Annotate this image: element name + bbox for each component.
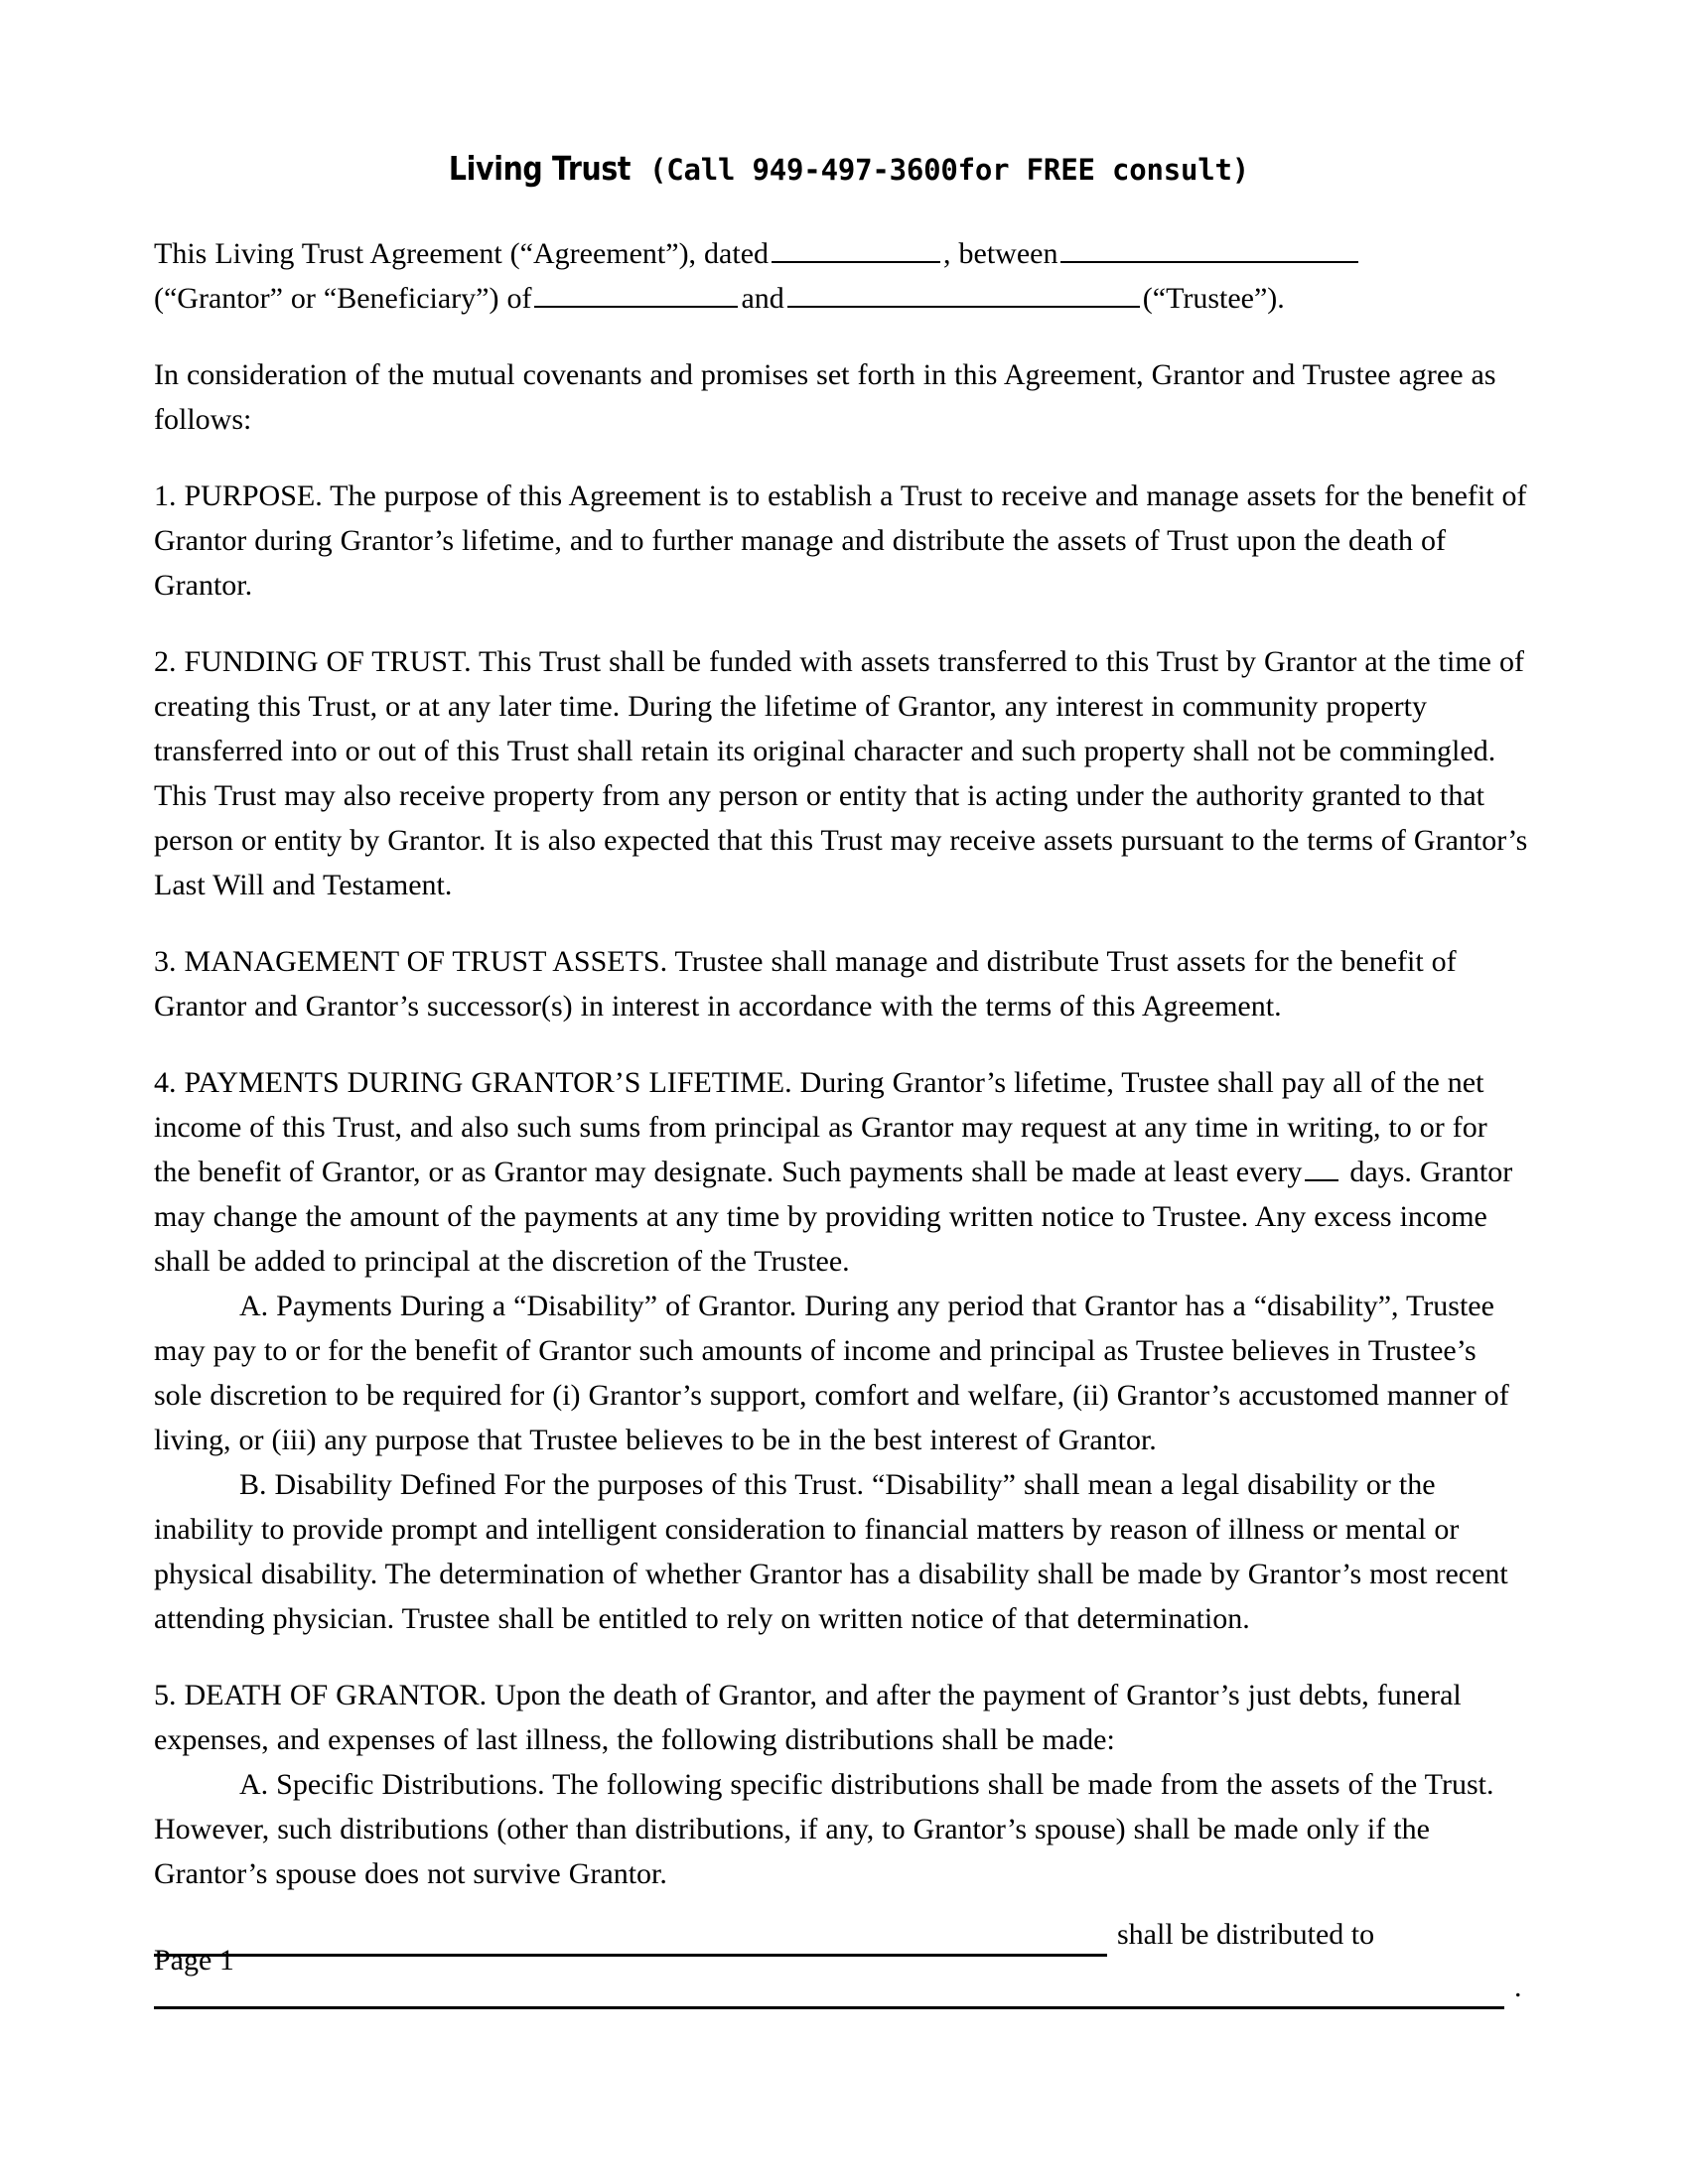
page-number-footer: Page 1 [154, 1944, 234, 1977]
header-line2-text-c: (“Trustee”). [1142, 282, 1285, 315]
document-title [154, 149, 1529, 188]
document-title-main: Living Trust [448, 149, 632, 188]
header-line2-text-b: and [741, 282, 784, 315]
section-3-management-of-trust-assets: 3. MANAGEMENT OF TRUST ASSETS. Trustee shall manage and distribute Trust assets for the benefit of Grantor and Grantor’s successor(s) in interest in accordance with the terms of this Agreement. [154, 945, 1457, 1023]
agreement-header-line-2 [154, 276, 1529, 321]
spacer [154, 1957, 1529, 1965]
section-1-purpose: 1. PURPOSE. The purpose of this Agreement is to establish a Trust to receive and manage assets for the benefit of Grantor during Grantor’s lifetime, and to further manage and distribute the assets of Trust upon the death of Grantor. [154, 479, 1527, 602]
recital-paragraph: In consideration of the mutual covenants and promises set forth in this Agreement, Grantor and Trustee agree as follows: [154, 358, 1496, 436]
spacer [154, 1896, 1529, 1912]
section-4-subsection-a-disability-payments: A. Payments During a “Disability” of Grantor. During any period that Grantor has a “disability”, Trustee may pay to or for the benefit of Grantor such amounts of income and principal as Trustee believes in Trustee’s sole discretion to be required for (i) Grantor’s support, comfort and welfare, (ii) Grantor’s accustomed manner of living, or (iii) any purpose that Trustee believes to be in the best interest of Grantor. [154, 1290, 1509, 1456]
date-blank-field[interactable] [772, 233, 940, 263]
trustee-name-blank-field[interactable] [787, 278, 1140, 308]
section-2-funding-of-trust: 2. FUNDING OF TRUST. This Trust shall be funded with assets transferred to this Trust by Grantor at the time of creating this Trust, or at any later time. During the lifetime of Grantor, any interest in community property transferred into or out of this Trust shall retain its original character and such property shall not be commingled. This Trust may also receive property from any person or entity that is acting under the authority granted to that person or entity by Grantor. It is also expected that this Trust may receive assets pursuant to the terms of Grantor’s Last Will and Testament. [154, 645, 1528, 901]
header-line1-text-a: This Living Trust Agreement (“Agreement”), dated [154, 237, 770, 270]
grantor-address-blank-field[interactable] [534, 278, 738, 308]
distribution-line-2-tail: . [1514, 1971, 1522, 2003]
document-body [154, 149, 1529, 2009]
distribution-recipient-blank-field[interactable] [154, 1977, 1504, 2009]
section-4-payments-during-lifetime [154, 1060, 1529, 1284]
document-title-phone-note: (Call 949-497-3600for FREE consult) [648, 153, 1250, 187]
distribution-line-2-row [154, 1965, 1529, 2009]
agreement-header-line-1 [154, 231, 1529, 276]
section-5-subsection-a-specific-distributions: A. Specific Distributions. The following specific distributions shall be made from the assets of the Trust. However, such distributions (other than distributions, if any, to Grantor’s spouse) shall be made only if the Grantor’s spouse does not survive Grantor. [154, 1768, 1494, 1890]
section-4-text-b: days. Grantor may change the amount of the payments at any time by providing written notice to Trustee. Any excess income shall be added to principal at the discretion of the Trustee. [154, 1156, 1513, 1278]
distribution-asset-blank-field[interactable] [154, 1924, 1107, 1957]
payment-interval-days-blank-field[interactable] [1305, 1152, 1338, 1181]
distribution-line-1-row [154, 1912, 1529, 1957]
header-line2-text-a: (“Grantor” or “Beneficiary”) of [154, 282, 532, 315]
header-line1-text-b: , between [943, 237, 1058, 270]
section-5-death-of-grantor: 5. DEATH OF GRANTOR. Upon the death of Grantor, and after the payment of Grantor’s just debts, funeral expenses, and expenses of last illness, the following distributions shall be made: [154, 1679, 1462, 1756]
distribution-line-1-tail: shall be distributed to [1117, 1918, 1375, 1951]
section-4-text-a: 4. PAYMENTS DURING GRANTOR’S LIFETIME. During Grantor’s lifetime, Trustee shall pay all of the net income of this Trust, and also such sums from principal as Grantor may request at any time in writing, to or for the benefit of Grantor, or as Grantor may designate. Such payments shall be made at least every [154, 1066, 1487, 1188]
party-name-blank-field[interactable] [1060, 233, 1358, 263]
section-4-subsection-b-disability-defined: B. Disability Defined For the purposes of this Trust. “Disability” shall mean a legal disability or the inability to provide prompt and intelligent consideration to financial matters by reason of illness or mental or physical disability. The determination of whether Grantor has a disability shall be made by Grantor’s most recent attending physician. Trustee shall be entitled to rely on written notice of that determination. [154, 1468, 1508, 1635]
